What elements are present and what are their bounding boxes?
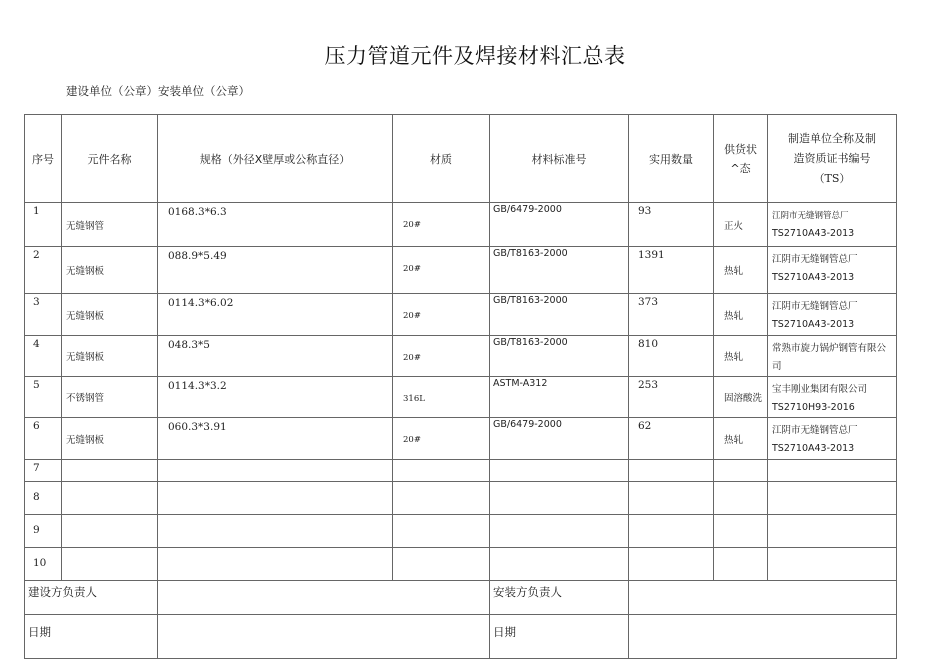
empty-cell <box>490 482 629 515</box>
empty-cell <box>714 548 768 581</box>
component-name: 无缝钢板 <box>62 294 158 336</box>
empty-cell <box>62 482 158 515</box>
header-manufacturer <box>768 115 897 203</box>
builder-lead-signature <box>158 581 490 615</box>
empty-cell <box>629 460 714 482</box>
empty-cell <box>768 548 897 581</box>
component-name: 无缝钢板 <box>62 418 158 460</box>
actual-quantity: 1391 <box>629 247 714 294</box>
header-mfr-line1: 制造单位全称及制 <box>788 131 876 145</box>
header-material: 材质 <box>393 115 490 203</box>
installer-lead-label: 安装方负责人 <box>490 581 629 615</box>
header-supply <box>714 115 768 203</box>
actual-quantity: 810 <box>629 336 714 377</box>
empty-cell <box>768 482 897 515</box>
empty-cell <box>629 482 714 515</box>
empty-cell <box>393 548 490 581</box>
supply-condition: 热轧 <box>714 418 768 460</box>
component-spec: 0114.3*3.2 <box>158 377 393 418</box>
table-row <box>25 377 897 418</box>
empty-cell <box>490 460 629 482</box>
row-number: 8 <box>25 482 62 515</box>
header-no: 序号 <box>25 115 62 203</box>
row-number: 2 <box>25 247 62 294</box>
empty-cell <box>158 515 393 548</box>
empty-cell <box>714 515 768 548</box>
header-quantity: 实用数量 <box>629 115 714 203</box>
header-mfr-line3: （TS） <box>813 171 851 185</box>
material-standard: GB/T8163-2000 <box>490 294 629 336</box>
component-spec: 088.9*5.49 <box>158 247 393 294</box>
empty-row <box>25 548 897 581</box>
component-material: 20# <box>393 203 490 247</box>
builder-date-value <box>158 615 490 659</box>
empty-cell <box>629 515 714 548</box>
table-header-row <box>25 115 897 203</box>
actual-quantity: 62 <box>629 418 714 460</box>
material-standard: GB/T8163-2000 <box>490 336 629 377</box>
row-number: 7 <box>25 460 62 482</box>
table-row <box>25 203 897 247</box>
row-number: 4 <box>25 336 62 377</box>
manufacturer-license: TS2710A43-2013 <box>772 228 855 239</box>
empty-cell <box>62 460 158 482</box>
manufacturer <box>768 203 897 247</box>
row-number: 6 <box>25 418 62 460</box>
empty-cell <box>158 460 393 482</box>
actual-quantity: 93 <box>629 203 714 247</box>
empty-cell <box>393 515 490 548</box>
supply-condition: 热轧 <box>714 336 768 377</box>
empty-cell <box>158 548 393 581</box>
installer-date-value <box>629 615 897 659</box>
component-spec: 048.3*5 <box>158 336 393 377</box>
empty-cell <box>768 515 897 548</box>
manufacturer-name: 江阴市无缝钢管总厂 <box>772 301 858 312</box>
table-row <box>25 294 897 336</box>
component-spec: 060.3*3.91 <box>158 418 393 460</box>
table-row <box>25 418 897 460</box>
manufacturer <box>768 247 897 294</box>
header-spec: 规格（外径X壁厚或公称直径） <box>158 115 393 203</box>
document-title: 压力管道元件及焊接材料汇总表 <box>324 44 626 68</box>
material-standard: GB/6479-2000 <box>490 203 629 247</box>
empty-cell <box>629 548 714 581</box>
materials-summary-table <box>24 114 897 659</box>
manufacturer-name: 江阴市无缝钢管总厂 <box>772 211 849 221</box>
manufacturer-license: 司 <box>772 361 782 372</box>
table-row <box>25 247 897 294</box>
empty-row <box>25 460 897 482</box>
supply-condition: 热轧 <box>714 247 768 294</box>
component-material: 20# <box>393 336 490 377</box>
component-spec: 0114.3*6.02 <box>158 294 393 336</box>
component-name: 无缝钢板 <box>62 247 158 294</box>
component-material: 20# <box>393 294 490 336</box>
empty-cell <box>158 482 393 515</box>
manufacturer-name: 江阴市无缝钢管总厂 <box>772 425 858 436</box>
component-material: 20# <box>393 418 490 460</box>
component-name: 不锈钢管 <box>62 377 158 418</box>
manufacturer-license: TS2710A43-2013 <box>772 319 855 330</box>
empty-cell <box>62 548 158 581</box>
header-standard: 材料标准号 <box>490 115 629 203</box>
builder-lead-label: 建设方负责人 <box>25 581 158 615</box>
supply-condition: 固溶酸洗 <box>714 377 768 418</box>
row-number: 3 <box>25 294 62 336</box>
header-mfr-line2: 造资质证书编号 <box>793 151 871 165</box>
manufacturer <box>768 294 897 336</box>
manufacturer <box>768 418 897 460</box>
actual-quantity: 373 <box>629 294 714 336</box>
date-row <box>25 615 897 659</box>
builder-date-label: 日期 <box>25 615 158 659</box>
row-number: 5 <box>25 377 62 418</box>
empty-cell <box>393 482 490 515</box>
component-name: 无缝钢板 <box>62 336 158 377</box>
manufacturer-license: TS2710H93-2016 <box>772 402 855 413</box>
empty-cell <box>714 482 768 515</box>
manufacturer-license: TS2710A43-2013 <box>772 443 855 454</box>
manufacturer-license: TS2710A43-2013 <box>772 272 855 283</box>
empty-cell <box>490 548 629 581</box>
manufacturer <box>768 336 897 377</box>
installer-date-label: 日期 <box>490 615 629 659</box>
empty-cell <box>714 460 768 482</box>
empty-row <box>25 482 897 515</box>
component-material: 316L <box>393 377 490 418</box>
component-name: 无缝钢管 <box>62 203 158 247</box>
header-name: 元件名称 <box>62 115 158 203</box>
supply-condition: 正火 <box>714 203 768 247</box>
manufacturer-name: 宝丰刚业集团有限公司 <box>772 384 868 395</box>
empty-cell <box>490 515 629 548</box>
header-supply-line2: ^态 <box>730 161 751 175</box>
component-spec: 0168.3*6.3 <box>158 203 393 247</box>
table-row <box>25 336 897 377</box>
row-number: 9 <box>25 515 62 548</box>
row-number: 10 <box>25 548 62 581</box>
empty-cell <box>768 460 897 482</box>
supply-condition: 热轧 <box>714 294 768 336</box>
material-standard: GB/6479-2000 <box>490 418 629 460</box>
material-standard: ASTM-A312 <box>490 377 629 418</box>
row-number: 1 <box>25 203 62 247</box>
unit-stamp-line: 建设单位（公章）安装单位（公章） <box>66 84 250 98</box>
empty-cell <box>62 515 158 548</box>
manufacturer-name: 江阴市无缝钢管总厂 <box>772 254 858 265</box>
component-material: 20# <box>393 247 490 294</box>
empty-row <box>25 515 897 548</box>
header-supply-line1: 供货状 <box>724 142 757 156</box>
manufacturer-name: 常熟市旋力锅炉钢管有限公 <box>772 343 887 354</box>
material-standard: GB/T8163-2000 <box>490 247 629 294</box>
actual-quantity: 253 <box>629 377 714 418</box>
installer-lead-signature <box>629 581 897 615</box>
manufacturer <box>768 377 897 418</box>
signature-row <box>25 581 897 615</box>
empty-cell <box>393 460 490 482</box>
